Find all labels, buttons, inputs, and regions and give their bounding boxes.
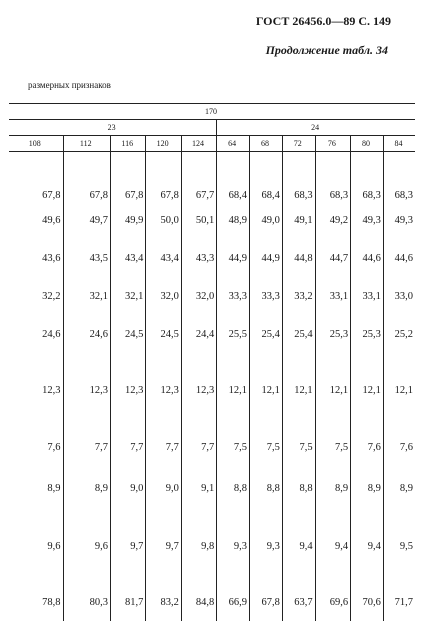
table-row [9,583,415,621]
column-header: 64 [217,136,250,152]
table-cell: 12,1 [250,353,283,427]
table-cell: 67,7 [181,190,216,201]
table-cell: 33,1 [315,277,350,315]
table-cell: 80,3 [63,583,111,621]
table-cell: 43,4 [111,239,146,277]
table-cell: 9,7 [146,509,181,583]
table-cell: 33,0 [383,277,415,315]
table-cell: 9,6 [63,509,111,583]
table-cell: 32,0 [181,277,216,315]
table-cell: 43,4 [146,239,181,277]
table-cell: 33,1 [351,277,384,315]
table-row [9,201,415,239]
table-cell: 44,9 [217,239,250,277]
table-cell: 44,8 [282,239,315,277]
table-cell: 7,7 [181,427,216,468]
table-cell: 44,6 [351,239,384,277]
table-row [9,190,415,201]
table-cell: 33,3 [217,277,250,315]
column-header: 76 [315,136,350,152]
table-cell: 67,8 [63,190,111,201]
table-cell: 8,9 [383,468,415,509]
table-cell: 84,8 [181,583,216,621]
table-cell: 24,5 [146,315,181,353]
table-cell: 32,0 [146,277,181,315]
table-cell: 71,7 [383,583,415,621]
table-row [9,427,415,468]
table-cell: 81,7 [111,583,146,621]
table-cell: 7,5 [250,427,283,468]
table-cell: 44,7 [315,239,350,277]
table-cell: 9,4 [282,509,315,583]
table-cell: 8,8 [282,468,315,509]
column-header: 112 [63,136,111,152]
table-row [9,468,415,509]
table-cell: 9,0 [146,468,181,509]
header-group-170: 170 [9,104,415,120]
table-cell: 24,5 [111,315,146,353]
table-cell: 43,5 [63,239,111,277]
header-group-24: 24 [217,120,415,136]
table-continuation-label: Продолжение табл. 34 [265,43,388,57]
table-cell: 12,3 [63,353,111,427]
table-cell: 9,1 [181,468,216,509]
table-cell: 9,0 [111,468,146,509]
table-cell: 44,9 [250,239,283,277]
table-cell: 9,3 [250,509,283,583]
table-cell: 9,5 [383,509,415,583]
table-cell: 32,1 [63,277,111,315]
table-cell: 69,6 [315,583,350,621]
table-cell: 8,9 [351,468,384,509]
table-cell: 8,9 [47,483,61,494]
table-cell: 43,6 [42,252,61,264]
table-cell: 63,7 [282,583,315,621]
table-cell: 78,8 [42,596,61,608]
page-header-doc-ref: ГОСТ 26456.0—89 С. 149 [255,14,391,28]
table-cell: 12,1 [217,353,250,427]
table-cell: 49,3 [351,201,384,239]
table-cell: 49,2 [315,201,350,239]
table-cell: 32,2 [42,290,61,302]
table-cell: 9,7 [111,509,146,583]
table-cell: 12,3 [42,384,61,396]
table-cell: 7,5 [217,427,250,468]
column-header: 80 [351,136,384,152]
table-cell: 7,7 [146,427,181,468]
column-header: 116 [111,136,146,152]
table-cell: 12,1 [282,353,315,427]
column-header: 124 [181,136,216,152]
table-cell: 24,6 [63,315,111,353]
table-cell: 49,7 [63,201,111,239]
table-cell: 68,4 [217,190,250,201]
table-cell: 7,5 [315,427,350,468]
table-cell: 7,6 [47,442,61,453]
table-cell: 8,9 [315,468,350,509]
table-cell: 9,3 [217,509,250,583]
column-header: 108 [9,136,63,152]
table-row [9,239,415,277]
table-cell: 7,7 [111,427,146,468]
table-cell: 12,3 [146,353,181,427]
table-cell: 25,4 [250,315,283,353]
table-cell: 7,7 [63,427,111,468]
table-cell: 25,5 [217,315,250,353]
table-cell: 44,6 [383,239,415,277]
table-row [9,315,415,353]
table-cell: 43,3 [181,239,216,277]
table-cell: 9,4 [315,509,350,583]
measurements-table [9,103,415,621]
table-cell: 25,3 [351,315,384,353]
column-header: 84 [383,136,415,152]
table-cell: 12,3 [111,353,146,427]
table-cell: 24,4 [181,315,216,353]
table-cell: 8,8 [250,468,283,509]
table-cell: 50,0 [146,201,181,239]
table-row [9,277,415,315]
table-cell: 24,6 [42,328,61,340]
table-cell: 25,3 [315,315,350,353]
table-cell: 12,1 [315,353,350,427]
table-cell: 7,6 [383,427,415,468]
table-cell: 8,9 [63,468,111,509]
table-cell: 70,6 [351,583,384,621]
table-cell: 12,1 [351,353,384,427]
header-group-23: 23 [9,120,217,136]
table-cell: 32,1 [111,277,146,315]
table-cell: 67,8 [111,190,146,201]
table-cell: 33,3 [250,277,283,315]
table-cell: 49,3 [383,201,415,239]
table-cell: 83,2 [146,583,181,621]
table-caption: размерных признаков [28,80,111,90]
table-cell: 68,3 [383,190,415,201]
table-cell: 49,6 [42,214,61,226]
table-cell: 68,3 [315,190,350,201]
table-body [9,152,415,622]
column-header: 72 [282,136,315,152]
table-cell: 49,1 [282,201,315,239]
table-cell: 12,3 [181,353,216,427]
table-cell: 25,2 [383,315,415,353]
table-cell: 25,4 [282,315,315,353]
table-cell: 48,9 [217,201,250,239]
table-cell: 7,5 [282,427,315,468]
table-cell: 67,8 [250,583,283,621]
table-cell: 49,0 [250,201,283,239]
table-cell: 33,2 [282,277,315,315]
table-cell: 8,8 [217,468,250,509]
table-cell: 9,6 [47,540,61,552]
table-cell: 67,8 [146,190,181,201]
table-cell: 9,8 [181,509,216,583]
table-cell: 67,8 [42,190,61,201]
table-cell: 68,4 [250,190,283,201]
table-cell: 66,9 [217,583,250,621]
table-row [9,509,415,583]
column-header: 120 [146,136,181,152]
table-header [9,104,415,152]
table-cell: 68,3 [282,190,315,201]
table-cell: 50,1 [181,201,216,239]
table-cell: 49,9 [111,201,146,239]
column-header: 68 [250,136,283,152]
table-cell: 12,1 [383,353,415,427]
table-cell: 9,4 [351,509,384,583]
table-row [9,353,415,427]
table-cell: 68,3 [351,190,384,201]
table-cell: 7,6 [351,427,384,468]
